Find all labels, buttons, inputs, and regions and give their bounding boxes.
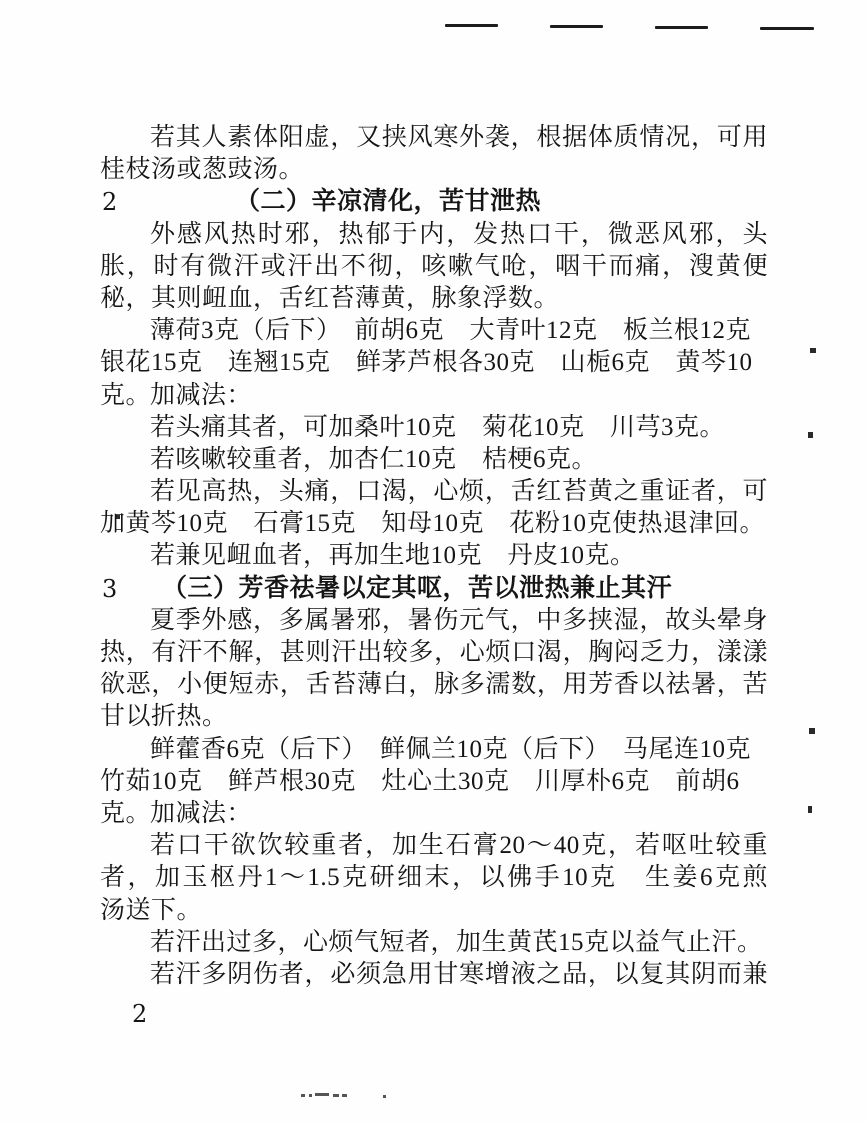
page-number: 2 bbox=[132, 1000, 148, 1028]
scan-artifact-dash bbox=[309, 1094, 312, 1097]
scan-artifact-dash bbox=[760, 27, 814, 30]
text-line: 若咳嗽较重者，加杏仁10克 桔梗6克。 bbox=[150, 445, 598, 473]
text-line: 若汗出过多，心烦气短者，加生黄芪15克以益气止汗。 bbox=[150, 928, 763, 956]
scan-artifact-dash bbox=[550, 25, 603, 28]
text-line: 若见高热，头痛，口渴，心烦，舌红苔黄之重证者，可 bbox=[150, 478, 768, 506]
scan-speck bbox=[810, 348, 816, 353]
text-line: 鲜藿香6克（后下） 鲜佩兰10克（后下） 马尾连10克 bbox=[150, 735, 752, 763]
text-line: 者，加玉枢丹1～1.5克研细末，以佛手10克 生姜6克煎 bbox=[100, 864, 768, 892]
text-line: 夏季外感，多属暑邪，暑伤元气，中多挟湿，故头晕身 bbox=[150, 606, 768, 634]
text-line: 加黄芩10克 石膏15克 知母10克 花粉10克使热退津回。 bbox=[100, 510, 766, 538]
text-line: 若兼见衄血者，再加生地10克 丹皮10克。 bbox=[150, 542, 636, 570]
text-line: 外感风热时邪，热郁于内，发热口干，微恶风邪，头 bbox=[150, 220, 768, 248]
scan-artifact-dash bbox=[655, 26, 708, 29]
text-line: 欲恶，小便短赤，舌苔薄白，脉多濡数，用芳香以祛暑，苦 bbox=[100, 671, 768, 699]
text-line: 若其人素体阳虚，又挟风寒外袭，根据体质情况，可用 bbox=[150, 124, 768, 151]
text-line: 若头痛其者，可加桑叶10克 菊花10克 川芎3克。 bbox=[150, 413, 726, 441]
scan-artifact-dash bbox=[342, 1094, 347, 1097]
scan-artifact-dash bbox=[333, 1094, 339, 1097]
section-margin-number: 3 bbox=[102, 574, 118, 603]
scan-artifact-dash bbox=[301, 1094, 305, 1097]
scan-artifact-dash bbox=[445, 24, 498, 27]
text-line: 热，有汗不解，甚则汗出较多，心烦口渴，胸闷乏力，漾漾 bbox=[100, 639, 768, 666]
scan-artifact-dot bbox=[383, 1095, 386, 1098]
text-line: 银花15克 连翘15克 鲜茅芦根各30克 山栀6克 黄芩10克。 bbox=[100, 349, 753, 409]
scan-artifact-dash bbox=[315, 1093, 329, 1096]
text-line: 薄荷3克（后下） 前胡6克 大青叶12克 板兰根12克 bbox=[150, 317, 752, 345]
text-line: 汤送下。 bbox=[100, 896, 203, 924]
text-line: 秘，其则衄血，舌红苔薄黄，脉象浮数。 bbox=[100, 284, 560, 312]
text-line: 桂枝汤或葱豉汤。 bbox=[100, 156, 305, 184]
scan-speck bbox=[808, 432, 813, 438]
text-line: 加减法： bbox=[150, 381, 253, 409]
section-heading bbox=[100, 186, 768, 218]
text-line: 竹茹10克 鲜芦根30克 灶心土30克 川厚朴6克 前胡6克。 bbox=[100, 767, 740, 827]
text-block bbox=[100, 122, 768, 991]
text-line: 加减法： bbox=[150, 799, 253, 827]
section-margin-number: 2 bbox=[102, 188, 118, 217]
section-title: （三）芳香祛暑以定其呕，苦以泄热兼止其汗 bbox=[162, 574, 673, 602]
text-line: 胀，时有微汗或汗出不彻，咳嗽气呛，咽干而痛，溲黄便 bbox=[100, 252, 768, 280]
scan-speck bbox=[809, 728, 815, 734]
scan-speck bbox=[808, 806, 812, 813]
section-heading bbox=[100, 573, 768, 605]
text-line: 若口干欲饮较重者，加生石膏20～40克，若呕吐较重 bbox=[150, 832, 768, 860]
text-line: 甘以折热。 bbox=[100, 703, 228, 731]
section-title: （二）辛凉清化，苦甘泄热 bbox=[235, 188, 542, 216]
text-line: 若汗多阴伤者，必须急用甘寒增液之品，以复其阴而兼 bbox=[150, 960, 768, 988]
